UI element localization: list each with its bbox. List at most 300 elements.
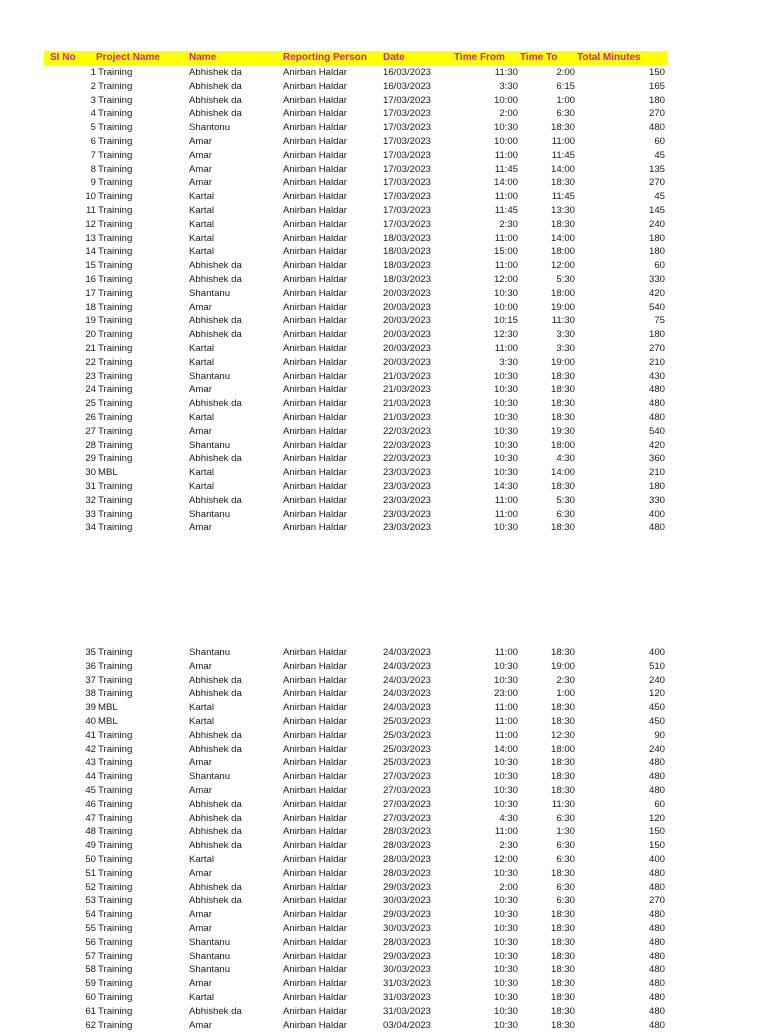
cell-time-from[interactable]: 11:00 xyxy=(494,232,518,244)
cell-name[interactable]: Shantanu xyxy=(189,936,231,948)
cell-time-from[interactable]: 10:00 xyxy=(493,94,518,106)
cell-reporting-person[interactable]: Anirban Haldar xyxy=(283,1005,347,1017)
cell-name[interactable]: Abhishek da xyxy=(189,260,242,272)
cell-date[interactable]: 29/03/2023 xyxy=(383,950,432,962)
cell-date[interactable]: 28/03/2023 xyxy=(383,936,432,948)
cell-time-to[interactable]: 18:30 xyxy=(550,867,575,879)
cell-time-from[interactable]: 3:30 xyxy=(499,356,518,368)
cell-reporting-person[interactable]: Anirban Haldar xyxy=(283,329,347,341)
cell-date[interactable]: 21/03/2023 xyxy=(383,398,432,410)
cell-time-from[interactable]: 11:00 xyxy=(494,826,518,838)
cell-project-name[interactable]: Training xyxy=(98,895,133,907)
cell-date[interactable]: 23/03/2023 xyxy=(383,494,432,506)
cell-time-from[interactable]: 4:30 xyxy=(499,812,518,824)
cell-reporting-person[interactable]: Anirban Haldar xyxy=(283,647,347,658)
cell-project-name[interactable]: Training xyxy=(98,508,133,520)
cell-total-minutes[interactable]: 60 xyxy=(654,260,665,272)
cell-name[interactable]: Abhishek da xyxy=(189,895,242,907)
cell-time-from[interactable]: 12:00 xyxy=(493,274,518,285)
cell-project-name[interactable]: Training xyxy=(98,867,133,879)
cell-date[interactable]: 28/03/2023 xyxy=(383,840,432,852)
cell-reporting-person[interactable]: Anirban Haldar xyxy=(283,453,347,465)
cell-time-from[interactable]: 10:30 xyxy=(493,439,518,451)
cell-name[interactable]: Amar xyxy=(189,978,212,990)
cell-time-to[interactable]: 18:00 xyxy=(550,439,575,451)
cell-name[interactable]: Abhishek da xyxy=(189,1005,242,1017)
cell-project-name[interactable]: Training xyxy=(98,94,133,106)
cell-reporting-person[interactable]: Anirban Haldar xyxy=(283,729,347,741)
cell-time-from[interactable]: 2:30 xyxy=(499,218,518,230)
cell-time-to[interactable]: 18:30 xyxy=(550,218,575,230)
cell-name[interactable]: Kartal xyxy=(189,412,215,423)
cell-time-from[interactable]: 15:00 xyxy=(493,246,518,258)
cell-time-from[interactable]: 12:30 xyxy=(493,329,518,341)
cell-name[interactable]: Amar xyxy=(189,785,212,796)
cell-total-minutes[interactable]: 420 xyxy=(648,439,665,451)
cell-project-name[interactable]: Training xyxy=(98,205,133,216)
cell-date[interactable]: 22/03/2023 xyxy=(383,453,432,465)
cell-si-no[interactable]: 43 xyxy=(85,757,96,769)
cell-time-from[interactable]: 11:00 xyxy=(494,149,518,161)
cell-date[interactable]: 24/03/2023 xyxy=(383,688,432,700)
cell-si-no[interactable]: 45 xyxy=(85,785,96,796)
cell-si-no[interactable]: 57 xyxy=(85,950,96,962)
cell-total-minutes[interactable]: 480 xyxy=(648,1005,665,1017)
cell-name[interactable]: Abhishek da xyxy=(189,826,242,838)
cell-time-from[interactable]: 3:30 xyxy=(499,80,518,92)
cell-project-name[interactable]: Training xyxy=(98,909,133,921)
cell-time-to[interactable]: 19:00 xyxy=(550,356,575,368)
cell-name[interactable]: Kartal xyxy=(189,218,215,230)
cell-name[interactable]: Abhishek da xyxy=(189,812,242,824)
cell-project-name[interactable]: Training xyxy=(98,232,133,244)
cell-time-from[interactable]: 11:00 xyxy=(494,702,518,714)
cell-project-name[interactable]: Training xyxy=(98,522,133,534)
header-total-minutes[interactable]: Total Minutes xyxy=(577,52,641,63)
cell-time-to[interactable]: 1:00 xyxy=(556,688,575,700)
cell-name[interactable]: Abhishek da xyxy=(189,94,242,106)
cell-time-from[interactable]: 10:30 xyxy=(493,785,518,796)
cell-si-no[interactable]: 36 xyxy=(85,660,96,672)
cell-date[interactable]: 25/03/2023 xyxy=(383,716,432,727)
cell-total-minutes[interactable]: 120 xyxy=(648,812,665,824)
cell-date[interactable]: 20/03/2023 xyxy=(383,301,432,313)
cell-time-to[interactable]: 19:30 xyxy=(550,425,575,437)
cell-name[interactable]: Amar xyxy=(189,136,212,147)
cell-time-to[interactable]: 18:30 xyxy=(550,785,575,796)
cell-reporting-person[interactable]: Anirban Haldar xyxy=(283,812,347,824)
cell-total-minutes[interactable]: 430 xyxy=(648,370,665,382)
cell-reporting-person[interactable]: Anirban Haldar xyxy=(283,136,347,147)
cell-name[interactable]: Amar xyxy=(189,301,212,313)
cell-si-no[interactable]: 49 xyxy=(85,840,96,852)
cell-date[interactable]: 30/03/2023 xyxy=(383,964,432,976)
cell-time-to[interactable]: 2:30 xyxy=(556,674,575,686)
cell-total-minutes[interactable]: 480 xyxy=(648,122,665,134)
cell-si-no[interactable]: 27 xyxy=(85,425,96,437)
cell-reporting-person[interactable]: Anirban Haldar xyxy=(283,702,347,714)
cell-project-name[interactable]: Training xyxy=(98,260,133,272)
cell-total-minutes[interactable]: 480 xyxy=(648,384,665,396)
cell-time-to[interactable]: 3:30 xyxy=(556,329,575,341)
cell-total-minutes[interactable]: 480 xyxy=(648,923,665,934)
cell-name[interactable]: Shantanu xyxy=(189,950,231,962)
cell-time-to[interactable]: 18:30 xyxy=(550,1005,575,1017)
cell-time-from[interactable]: 10:30 xyxy=(493,1019,518,1031)
cell-si-no[interactable]: 26 xyxy=(85,412,96,423)
cell-total-minutes[interactable]: 45 xyxy=(654,191,665,203)
cell-date[interactable]: 23/03/2023 xyxy=(383,508,432,520)
cell-reporting-person[interactable]: Anirban Haldar xyxy=(283,936,347,948)
cell-time-to[interactable]: 19:00 xyxy=(550,301,575,313)
cell-reporting-person[interactable]: Anirban Haldar xyxy=(283,287,347,299)
cell-time-from[interactable]: 10:30 xyxy=(493,384,518,396)
cell-time-to[interactable]: 18:30 xyxy=(550,964,575,976)
cell-time-from[interactable]: 10:30 xyxy=(493,370,518,382)
cell-date[interactable]: 24/03/2023 xyxy=(383,674,432,686)
cell-date[interactable]: 17/03/2023 xyxy=(383,205,432,216)
cell-reporting-person[interactable]: Anirban Haldar xyxy=(283,439,347,451)
cell-date[interactable]: 22/03/2023 xyxy=(383,439,432,451)
cell-total-minutes[interactable]: 540 xyxy=(648,301,665,313)
cell-name[interactable]: Amar xyxy=(189,660,212,672)
cell-time-to[interactable]: 6:30 xyxy=(556,840,575,852)
cell-name[interactable]: Kartal xyxy=(189,992,215,1003)
cell-total-minutes[interactable]: 270 xyxy=(648,343,665,354)
cell-total-minutes[interactable]: 480 xyxy=(648,1019,665,1031)
cell-project-name[interactable]: Training xyxy=(98,453,133,465)
cell-name[interactable]: Abhishek da xyxy=(189,798,242,810)
cell-si-no[interactable]: 55 xyxy=(85,923,96,934)
cell-name[interactable]: Kartal xyxy=(189,232,215,244)
cell-reporting-person[interactable]: Anirban Haldar xyxy=(283,398,347,410)
cell-time-to[interactable]: 6:30 xyxy=(556,895,575,907)
cell-date[interactable]: 17/03/2023 xyxy=(383,218,432,230)
cell-total-minutes[interactable]: 180 xyxy=(648,232,665,244)
cell-total-minutes[interactable]: 400 xyxy=(648,854,665,865)
cell-si-no[interactable]: 23 xyxy=(85,370,96,382)
cell-time-from[interactable]: 11:00 xyxy=(494,716,518,727)
cell-time-to[interactable]: 1:00 xyxy=(556,94,575,106)
cell-name[interactable]: Abhishek da xyxy=(189,729,242,741)
cell-project-name[interactable]: Training xyxy=(98,743,133,755)
cell-project-name[interactable]: MBL xyxy=(98,702,118,714)
cell-time-to[interactable]: 6:30 xyxy=(556,881,575,893)
cell-name[interactable]: Abhishek da xyxy=(189,329,242,341)
cell-time-to[interactable]: 18:30 xyxy=(550,909,575,921)
cell-time-to[interactable]: 11:45 xyxy=(551,191,575,203)
cell-reporting-person[interactable]: Anirban Haldar xyxy=(283,315,347,327)
cell-name[interactable]: Abhishek da xyxy=(189,688,242,700)
cell-name[interactable]: Kartal xyxy=(189,481,215,492)
cell-si-no[interactable]: 50 xyxy=(85,854,96,865)
cell-time-to[interactable]: 18:30 xyxy=(550,771,575,783)
cell-reporting-person[interactable]: Anirban Haldar xyxy=(283,412,347,423)
cell-si-no[interactable]: 47 xyxy=(85,812,96,824)
cell-total-minutes[interactable]: 480 xyxy=(648,522,665,534)
cell-total-minutes[interactable]: 270 xyxy=(648,177,665,189)
cell-si-no[interactable]: 10 xyxy=(85,191,96,203)
cell-total-minutes[interactable]: 480 xyxy=(648,964,665,976)
cell-date[interactable]: 28/03/2023 xyxy=(383,854,432,865)
cell-time-to[interactable]: 14:00 xyxy=(550,163,575,175)
cell-total-minutes[interactable]: 480 xyxy=(648,978,665,990)
cell-name[interactable]: Amar xyxy=(189,149,212,161)
cell-time-to[interactable]: 18:30 xyxy=(550,412,575,423)
cell-total-minutes[interactable]: 480 xyxy=(648,867,665,879)
cell-time-to[interactable]: 1:30 xyxy=(556,826,575,838)
cell-total-minutes[interactable]: 270 xyxy=(648,108,665,120)
cell-date[interactable]: 29/03/2023 xyxy=(383,909,432,921)
cell-time-from[interactable]: 10:00 xyxy=(493,301,518,313)
cell-reporting-person[interactable]: Anirban Haldar xyxy=(283,246,347,258)
cell-name[interactable]: Kartal xyxy=(189,246,215,258)
cell-time-to[interactable]: 18:00 xyxy=(550,743,575,755)
cell-time-from[interactable]: 10:30 xyxy=(493,467,518,479)
cell-name[interactable]: Shantanu xyxy=(189,287,231,299)
cell-name[interactable]: Shantonu xyxy=(189,122,231,134)
cell-total-minutes[interactable]: 240 xyxy=(648,218,665,230)
cell-name[interactable]: Abhishek da xyxy=(189,494,242,506)
cell-date[interactable]: 27/03/2023 xyxy=(383,785,432,796)
cell-si-no[interactable]: 28 xyxy=(85,439,96,451)
cell-si-no[interactable]: 33 xyxy=(85,508,96,520)
cell-si-no[interactable]: 60 xyxy=(85,992,96,1003)
cell-time-to[interactable]: 11:30 xyxy=(551,315,575,327)
cell-name[interactable]: Shantanu xyxy=(189,647,231,658)
cell-total-minutes[interactable]: 45 xyxy=(654,149,665,161)
cell-reporting-person[interactable]: Anirban Haldar xyxy=(283,425,347,437)
cell-total-minutes[interactable]: 480 xyxy=(648,992,665,1003)
cell-reporting-person[interactable]: Anirban Haldar xyxy=(283,232,347,244)
cell-date[interactable]: 17/03/2023 xyxy=(383,122,432,134)
cell-total-minutes[interactable]: 180 xyxy=(648,246,665,258)
cell-si-no[interactable]: 9 xyxy=(90,177,96,189)
cell-project-name[interactable]: Training xyxy=(98,798,133,810)
cell-si-no[interactable]: 51 xyxy=(85,867,96,879)
cell-project-name[interactable]: Training xyxy=(98,674,133,686)
cell-time-to[interactable]: 18:30 xyxy=(550,177,575,189)
cell-time-from[interactable]: 10:30 xyxy=(493,964,518,976)
cell-total-minutes[interactable]: 180 xyxy=(648,481,665,492)
cell-date[interactable]: 25/03/2023 xyxy=(383,729,432,741)
cell-time-to[interactable]: 18:30 xyxy=(550,398,575,410)
cell-total-minutes[interactable]: 120 xyxy=(648,688,665,700)
cell-total-minutes[interactable]: 210 xyxy=(648,356,665,368)
cell-time-from[interactable]: 10:30 xyxy=(493,798,518,810)
cell-time-to[interactable]: 18:30 xyxy=(550,122,575,134)
cell-time-from[interactable]: 10:00 xyxy=(493,136,518,147)
cell-si-no[interactable]: 40 xyxy=(85,716,96,727)
cell-project-name[interactable]: Training xyxy=(98,771,133,783)
cell-date[interactable]: 24/03/2023 xyxy=(383,647,432,658)
header-time-to[interactable]: Time To xyxy=(520,52,558,63)
cell-time-to[interactable]: 18:30 xyxy=(550,950,575,962)
cell-name[interactable]: Abhishek da xyxy=(189,840,242,852)
cell-time-from[interactable]: 11:00 xyxy=(494,508,518,520)
cell-time-to[interactable]: 6:30 xyxy=(556,108,575,120)
cell-time-from[interactable]: 10:30 xyxy=(493,771,518,783)
cell-time-to[interactable]: 14:00 xyxy=(550,232,575,244)
cell-si-no[interactable]: 44 xyxy=(85,771,96,783)
cell-reporting-person[interactable]: Anirban Haldar xyxy=(283,1019,347,1031)
cell-name[interactable]: Amar xyxy=(189,177,212,189)
cell-time-to[interactable]: 18:30 xyxy=(550,923,575,934)
cell-name[interactable]: Amar xyxy=(189,1019,212,1031)
cell-project-name[interactable]: MBL xyxy=(98,716,118,727)
cell-reporting-person[interactable]: Anirban Haldar xyxy=(283,923,347,934)
cell-total-minutes[interactable]: 145 xyxy=(648,205,665,216)
cell-total-minutes[interactable]: 60 xyxy=(654,136,665,147)
cell-project-name[interactable]: Training xyxy=(98,356,133,368)
cell-total-minutes[interactable]: 330 xyxy=(648,274,665,285)
cell-date[interactable]: 29/03/2023 xyxy=(383,881,432,893)
cell-reporting-person[interactable]: Anirban Haldar xyxy=(283,964,347,976)
cell-project-name[interactable]: Training xyxy=(98,647,133,658)
cell-name[interactable]: Kartal xyxy=(189,205,215,216)
cell-time-from[interactable]: 23:00 xyxy=(493,688,518,700)
cell-date[interactable]: 31/03/2023 xyxy=(383,978,432,990)
cell-reporting-person[interactable]: Anirban Haldar xyxy=(283,467,347,479)
cell-time-from[interactable]: 10:30 xyxy=(493,1005,518,1017)
cell-reporting-person[interactable]: Anirban Haldar xyxy=(283,177,347,189)
cell-reporting-person[interactable]: Anirban Haldar xyxy=(283,798,347,810)
cell-reporting-person[interactable]: Anirban Haldar xyxy=(283,370,347,382)
cell-si-no[interactable]: 19 xyxy=(85,315,96,327)
cell-reporting-person[interactable]: Anirban Haldar xyxy=(283,895,347,907)
cell-reporting-person[interactable]: Anirban Haldar xyxy=(283,67,347,78)
cell-date[interactable]: 31/03/2023 xyxy=(383,1005,432,1017)
cell-time-from[interactable]: 11:30 xyxy=(494,67,518,78)
cell-project-name[interactable]: Training xyxy=(98,274,133,285)
cell-name[interactable]: Kartal xyxy=(189,343,215,354)
cell-si-no[interactable]: 48 xyxy=(85,826,96,838)
cell-date[interactable]: 17/03/2023 xyxy=(383,163,432,175)
cell-project-name[interactable]: Training xyxy=(98,840,133,852)
cell-name[interactable]: Amar xyxy=(189,163,212,175)
cell-time-to[interactable]: 6:30 xyxy=(556,812,575,824)
cell-time-from[interactable]: 10:30 xyxy=(493,895,518,907)
cell-project-name[interactable]: Training xyxy=(98,398,133,410)
cell-reporting-person[interactable]: Anirban Haldar xyxy=(283,343,347,354)
cell-name[interactable]: Kartal xyxy=(189,191,215,203)
cell-date[interactable]: 20/03/2023 xyxy=(383,315,432,327)
cell-time-from[interactable]: 10:30 xyxy=(493,923,518,934)
cell-si-no[interactable]: 6 xyxy=(90,136,96,147)
cell-time-from[interactable]: 2:00 xyxy=(499,108,518,120)
cell-total-minutes[interactable]: 450 xyxy=(648,716,665,727)
cell-reporting-person[interactable]: Anirban Haldar xyxy=(283,950,347,962)
cell-reporting-person[interactable]: Anirban Haldar xyxy=(283,356,347,368)
cell-total-minutes[interactable]: 450 xyxy=(648,702,665,714)
cell-name[interactable]: Amar xyxy=(189,757,212,769)
cell-total-minutes[interactable]: 480 xyxy=(648,909,665,921)
cell-time-to[interactable]: 2:00 xyxy=(556,67,575,78)
cell-time-from[interactable]: 10:30 xyxy=(493,757,518,769)
cell-name[interactable]: Abhishek da xyxy=(189,315,242,327)
cell-reporting-person[interactable]: Anirban Haldar xyxy=(283,218,347,230)
cell-si-no[interactable]: 20 xyxy=(85,329,96,341)
cell-reporting-person[interactable]: Anirban Haldar xyxy=(283,716,347,727)
cell-project-name[interactable]: Training xyxy=(98,108,133,120)
cell-project-name[interactable]: Training xyxy=(98,191,133,203)
cell-si-no[interactable]: 8 xyxy=(90,163,96,175)
cell-time-from[interactable]: 10:30 xyxy=(493,425,518,437)
cell-project-name[interactable]: Training xyxy=(98,439,133,451)
cell-time-from[interactable]: 14:00 xyxy=(493,743,518,755)
cell-time-to[interactable]: 4:30 xyxy=(556,453,575,465)
cell-si-no[interactable]: 16 xyxy=(85,274,96,285)
header-name[interactable]: Name xyxy=(189,52,217,63)
cell-time-to[interactable]: 6:15 xyxy=(556,80,575,92)
cell-time-to[interactable]: 18:00 xyxy=(550,246,575,258)
cell-date[interactable]: 17/03/2023 xyxy=(383,191,432,203)
header-project-name[interactable]: Project Name xyxy=(96,52,160,63)
cell-si-no[interactable]: 59 xyxy=(85,978,96,990)
header-date[interactable]: Date xyxy=(383,52,405,63)
cell-date[interactable]: 25/03/2023 xyxy=(383,757,432,769)
cell-project-name[interactable]: Training xyxy=(98,343,133,354)
cell-name[interactable]: Shantanu xyxy=(189,964,231,976)
cell-reporting-person[interactable]: Anirban Haldar xyxy=(283,840,347,852)
cell-project-name[interactable]: Training xyxy=(98,384,133,396)
cell-date[interactable]: 16/03/2023 xyxy=(383,80,432,92)
cell-time-to[interactable]: 18:30 xyxy=(550,1019,575,1031)
cell-total-minutes[interactable]: 360 xyxy=(648,453,665,465)
cell-reporting-person[interactable]: Anirban Haldar xyxy=(283,881,347,893)
cell-reporting-person[interactable]: Anirban Haldar xyxy=(283,508,347,520)
cell-date[interactable]: 24/03/2023 xyxy=(383,660,432,672)
cell-total-minutes[interactable]: 400 xyxy=(648,647,665,658)
cell-time-from[interactable]: 10:30 xyxy=(493,122,518,134)
cell-total-minutes[interactable]: 75 xyxy=(654,315,665,327)
cell-date[interactable]: 30/03/2023 xyxy=(383,923,432,934)
cell-date[interactable]: 21/03/2023 xyxy=(383,370,432,382)
cell-date[interactable]: 17/03/2023 xyxy=(383,94,432,106)
cell-project-name[interactable]: Training xyxy=(98,301,133,313)
cell-project-name[interactable]: Training xyxy=(98,660,133,672)
cell-time-from[interactable]: 11:00 xyxy=(494,647,518,658)
cell-date[interactable]: 18/03/2023 xyxy=(383,246,432,258)
cell-si-no[interactable]: 15 xyxy=(85,260,96,272)
cell-name[interactable]: Abhishek da xyxy=(189,274,242,285)
cell-name[interactable]: Abhishek da xyxy=(189,881,242,893)
cell-reporting-person[interactable]: Anirban Haldar xyxy=(283,522,347,534)
cell-name[interactable]: Shantanu xyxy=(189,370,231,382)
cell-reporting-person[interactable]: Anirban Haldar xyxy=(283,826,347,838)
cell-time-from[interactable]: 10:30 xyxy=(493,909,518,921)
cell-project-name[interactable]: Training xyxy=(98,729,133,741)
cell-si-no[interactable]: 41 xyxy=(85,729,96,741)
cell-time-from[interactable]: 10:30 xyxy=(493,522,518,534)
cell-project-name[interactable]: Training xyxy=(98,287,133,299)
cell-project-name[interactable]: Training xyxy=(98,67,133,78)
cell-project-name[interactable]: Training xyxy=(98,992,133,1003)
cell-reporting-person[interactable]: Anirban Haldar xyxy=(283,494,347,506)
cell-project-name[interactable]: Training xyxy=(98,494,133,506)
cell-time-from[interactable]: 14:00 xyxy=(493,177,518,189)
cell-project-name[interactable]: Training xyxy=(98,218,133,230)
cell-si-no[interactable]: 1 xyxy=(90,67,96,78)
cell-si-no[interactable]: 37 xyxy=(85,674,96,686)
cell-total-minutes[interactable]: 180 xyxy=(648,329,665,341)
cell-total-minutes[interactable]: 540 xyxy=(648,425,665,437)
cell-time-from[interactable]: 10:30 xyxy=(493,674,518,686)
cell-time-from[interactable]: 10:30 xyxy=(493,398,518,410)
cell-total-minutes[interactable]: 480 xyxy=(648,950,665,962)
cell-time-to[interactable]: 18:30 xyxy=(550,716,575,727)
cell-total-minutes[interactable]: 480 xyxy=(648,412,665,423)
